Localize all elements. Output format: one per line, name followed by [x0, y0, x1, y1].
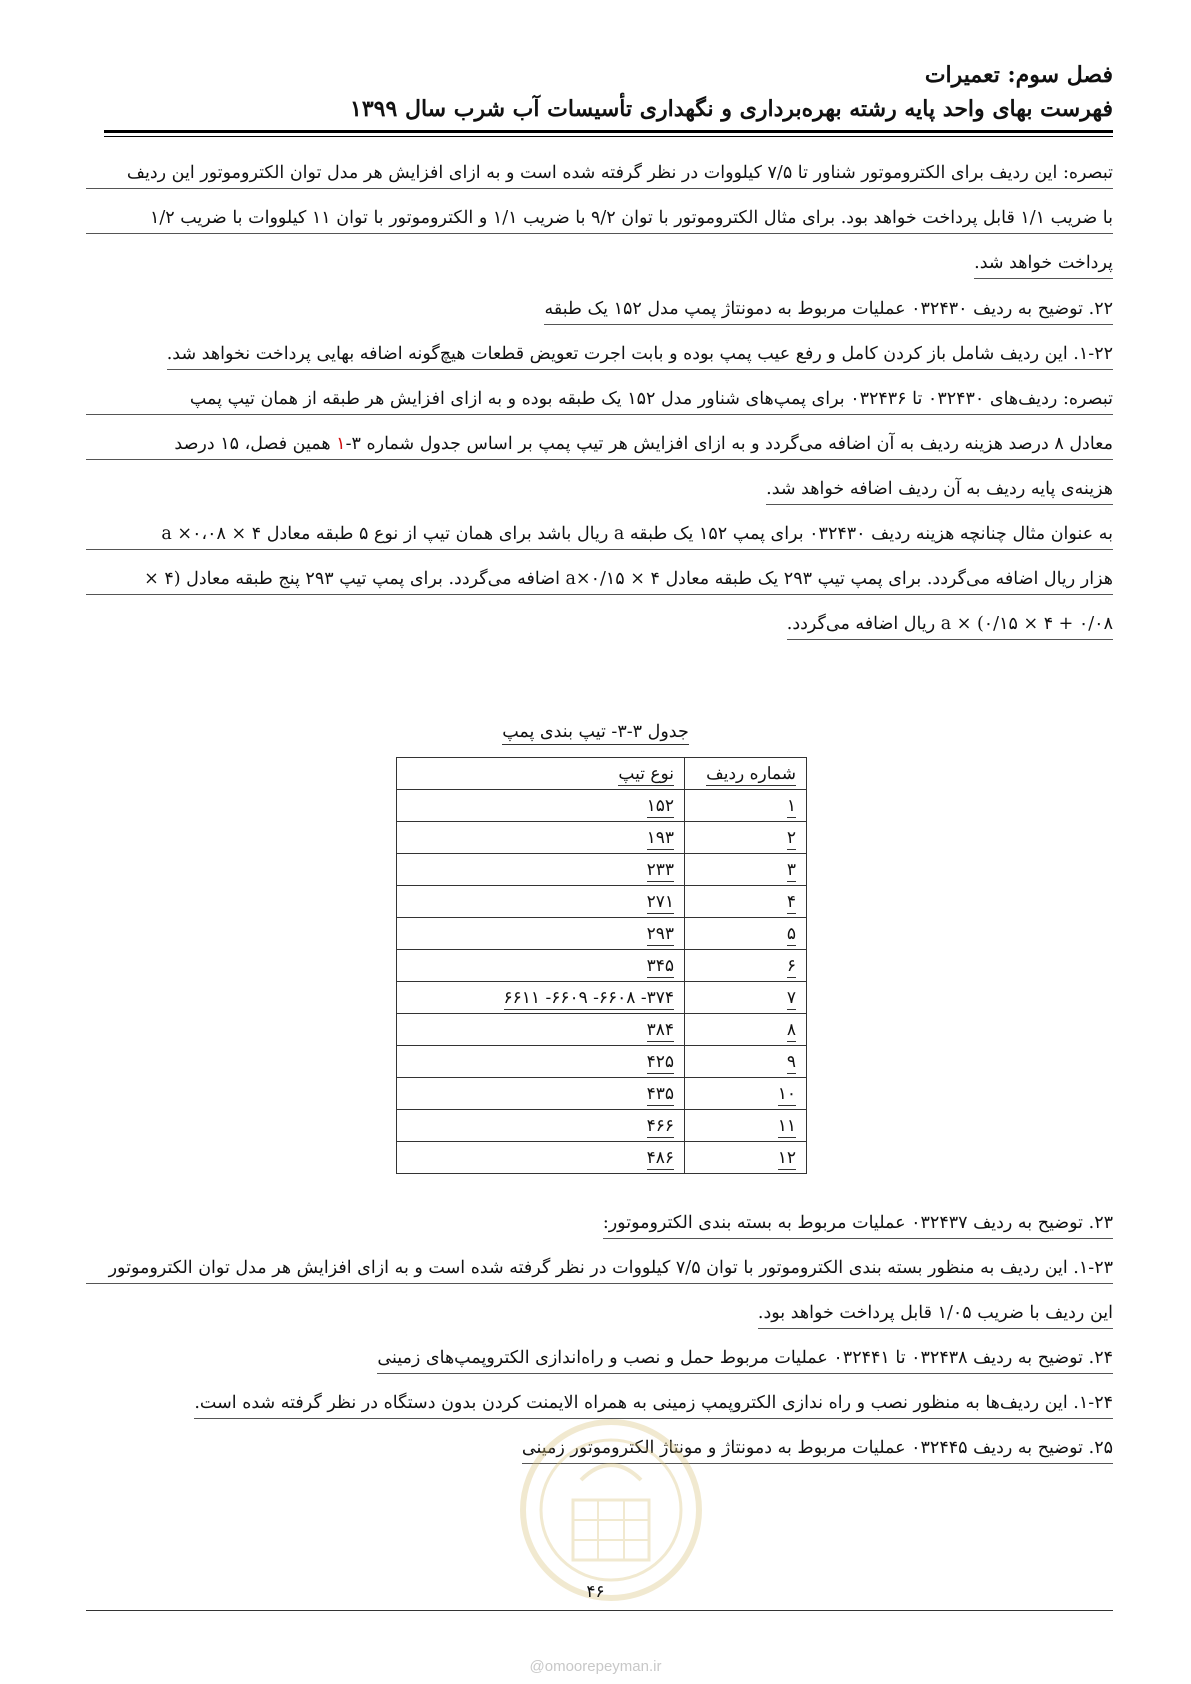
example-line: ۰/۰۸ + ۴ × ۰/۱۵) × a ریال اضافه می‌گردد.: [787, 611, 1113, 640]
section-heading-25: ۲۵. توضیح به ردیف ۰۳۲۴۴۵ عملیات مربوط به دمونتاژ و مونتاژ الکتروموتور زمینی: [522, 1435, 1113, 1464]
section-heading-23: ۲۳. توضیح به ردیف ۰۳۲۴۳۷ عملیات مربوط به بسته بندی الکتروموتور:: [603, 1210, 1113, 1239]
table-header-row: [397, 758, 807, 790]
watermark-url: @omoorepeyman.ir: [529, 1658, 662, 1675]
table-row: ۴ ۲۷۱: [397, 886, 807, 918]
header-rule-thick: [104, 130, 1113, 133]
note-line: با ضریب ۱/۱ قابل پرداخت خواهد بود. برای مثال الکتروموتور با توان ۹/۲ با ضریب ۱/۱ و الکتروموتور با توان ۱۱ کیلووات با ضریب ۱/۲: [86, 205, 1113, 234]
example-line: به عنوان مثال چنانچه هزینه ردیف ۰۳۲۴۳۰ برای پمپ ۱۵۲ یک طبقه a ریال باشد برای همان تیپ از نوع ۵ طبقه معادل ۴ × ۰،۰۸× a: [86, 521, 1113, 550]
table-row: ۲ ۱۹۳: [397, 822, 807, 854]
note-line: هزینه‌ی پایه ردیف به آن ردیف اضافه خواهد شد.: [766, 476, 1113, 505]
table-row: ۱۱ ۴۶۶: [397, 1110, 807, 1142]
pump-type-table: [396, 757, 807, 1174]
note-line: پرداخت خواهد شد.: [974, 250, 1113, 279]
table-row: ۱ ۱۵۲: [397, 790, 807, 822]
table-row: ۱۲ ۴۸۶: [397, 1142, 807, 1174]
document-subtitle: فهرست بهای واحد پایه رشته بهره‌برداری و نگهداری تأسیسات آب شرب سال ۱۳۹۹: [350, 96, 1113, 122]
note-line: ۱-۲۳. این ردیف به منظور بسته بندی الکتروموتور با توان ۷/۵ کیلووات در نظر گرفته شده است و به ازای افزایش هر مدل توان الکتروموتور: [86, 1255, 1113, 1284]
section-heading-24: ۲۴. توضیح به ردیف ۰۳۲۴۳۸ تا ۰۳۲۴۴۱ عملیات مربوط حمل و نصب و راه‌اندازی الکتروپمپ‌های زمینی: [377, 1345, 1113, 1374]
table-row: ۵ ۲۹۳: [397, 918, 807, 950]
page-number: ۴۶: [586, 1582, 605, 1602]
page-header: [104, 58, 1113, 126]
header-rule-thin: [104, 136, 1113, 137]
note-line: این ردیف با ضریب ۱/۰۵ قابل پرداخت خواهد بود.: [758, 1300, 1113, 1329]
column-header-row-number: شماره ردیف: [685, 758, 807, 790]
table-reference-number: ۱: [336, 434, 346, 454]
footer-rule: [86, 1610, 1113, 1611]
table-row: ۶ ۳۴۵: [397, 950, 807, 982]
chapter-title: فصل سوم: تعمیرات: [924, 62, 1113, 88]
note-line: معادل ۸ درصد هزینه ردیف به آن اضافه می‌گردد و به ازای افزایش هر تیپ پمپ بر اساس جدول شماره ۳-۱ همین فصل، ۱۵ درصد: [86, 431, 1113, 460]
example-line: هزار ریال اضافه می‌گردد. برای پمپ تیپ ۲۹۳ یک طبقه معادل ۴ × a×۰/۱۵ اضافه می‌گردد. برای پمپ تیپ ۲۹۳ پنج طبقه معادل (۴ ×: [86, 566, 1113, 595]
note-line: تبصره: این ردیف برای الکتروموتور شناور تا ۷/۵ کیلووات در نظر گرفته شده است و به ازای افزایش هر مدل توان الکتروموتور این ردیف: [86, 160, 1113, 189]
note-line: ۱-۲۲. این ردیف شامل باز کردن کامل و رفع عیب پمپ بوده و بابت اجرت تعویض قطعات هیچ‌گونه اضافه بهایی پرداخت نخواهد شد.: [167, 341, 1113, 370]
section-heading-22: ۲۲. توضیح به ردیف ۰۳۲۴۳۰ عملیات مربوط به دمونتاژ پمپ مدل ۱۵۲ یک طبقه: [544, 296, 1113, 325]
table-caption: جدول ۳-۳- تیپ بندی پمپ: [0, 722, 1191, 742]
table-row: ۸ ۳۸۴: [397, 1014, 807, 1046]
column-header-type: نوع تیپ: [397, 758, 685, 790]
table-row: ۷ ۳۷۴- ۶۶۰۸- ۶۶۰۹- ۶۶۱۱: [397, 982, 807, 1014]
table-row: ۹ ۴۲۵: [397, 1046, 807, 1078]
note-line: تبصره: ردیف‌های ۰۳۲۴۳۰ تا ۰۳۲۴۳۶ برای پمپ‌های شناور مدل ۱۵۲ یک طبقه بوده و به ازای افزایش هر طبقه از همان تیپ پمپ: [86, 386, 1113, 415]
table-row: ۱۰ ۴۳۵: [397, 1078, 807, 1110]
table-row: ۳ ۲۳۳: [397, 854, 807, 886]
note-line: ۱-۲۴. این ردیف‌ها به منظور نصب و راه ندازی الکتروپمپ زمینی به همراه الایمنت کردن بدون دستگاه در نظر گرفته شده است.: [194, 1390, 1113, 1419]
